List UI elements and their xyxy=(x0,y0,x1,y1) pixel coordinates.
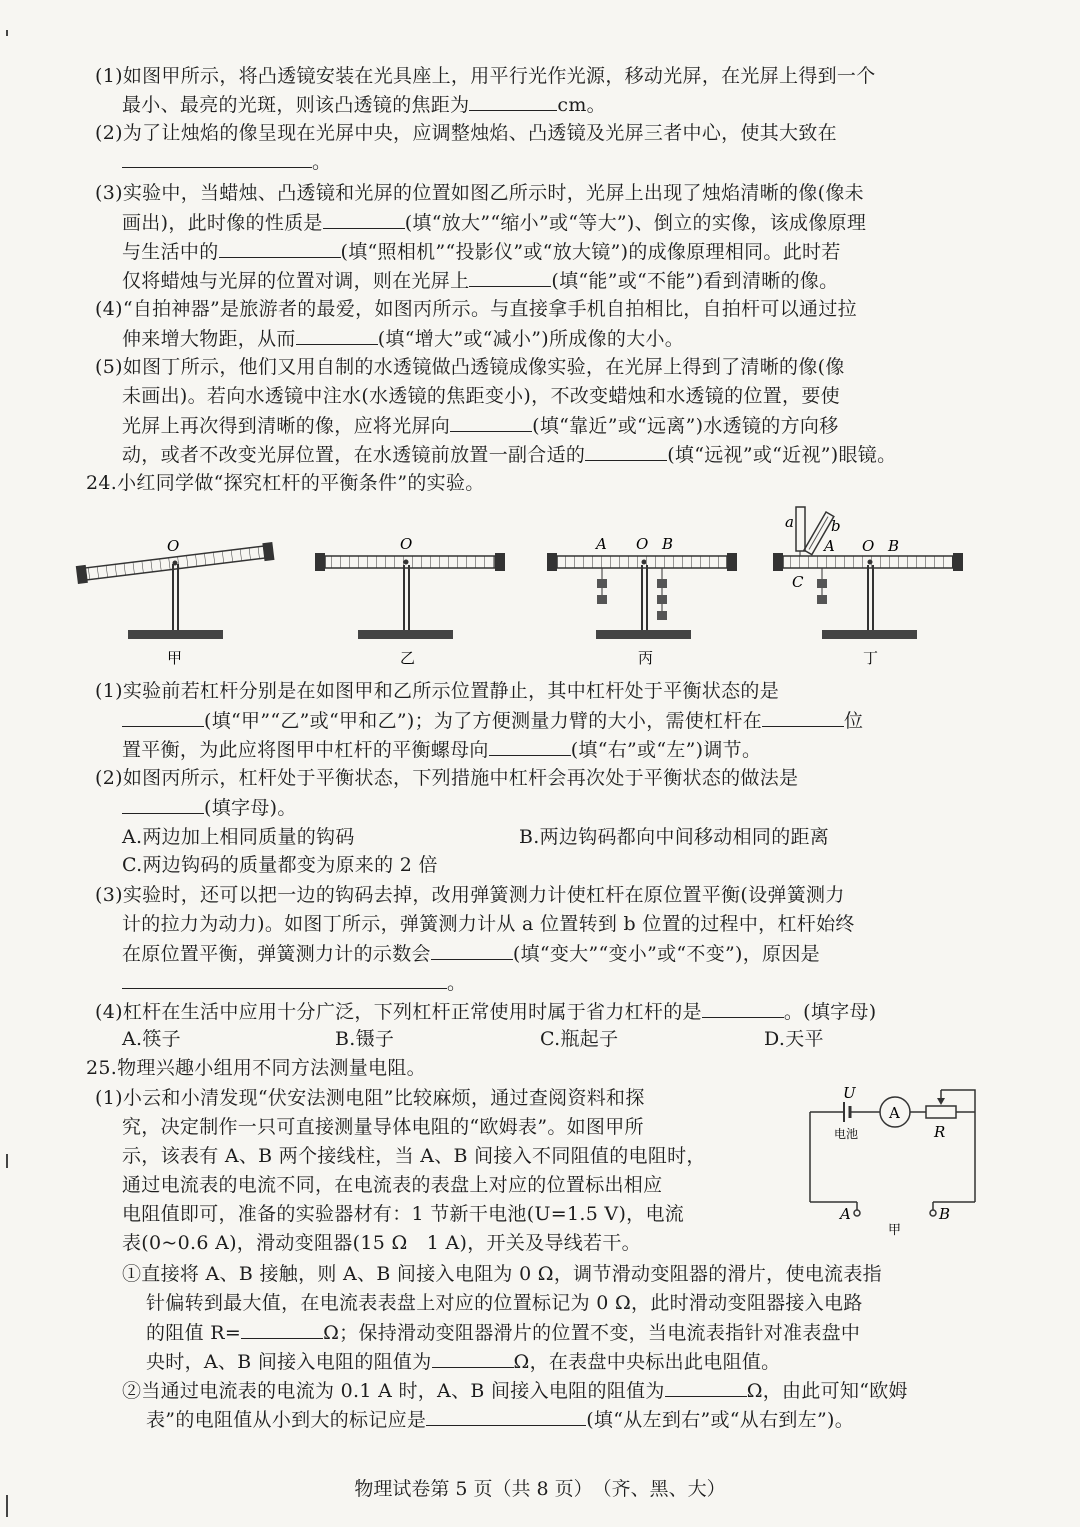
q24-p3-line1: (3)实验时，还可以把一边的钩码去掉，改用弹簧测力计使杠杆在原位置平衡(设弹簧测力 xyxy=(95,884,845,906)
text: 动，或者不改变光屏位置，在水透镜前放置一副合适的 xyxy=(122,444,586,466)
text: 画出)，此时像的性质是 xyxy=(122,212,323,234)
q23-p5-line1: (5)如图丁所示，他们又用自制的水透镜做凸透镜成像实验，在光屏上得到了清晰的像(像 xyxy=(95,356,845,378)
q24-p1-line1: (1)实验前若杠杆分别是在如图甲和乙所示位置静止，其中杠杆处于平衡状态的是 xyxy=(95,680,780,702)
q24-p4-option-b: B.镊子 xyxy=(335,1028,395,1050)
q23-p3-line3 xyxy=(122,239,841,264)
caption-jia: 甲 xyxy=(888,1223,902,1238)
text: (填“右”或“左”)调节。 xyxy=(570,739,762,761)
caption-ding: 丁 xyxy=(863,649,879,667)
label-U: U xyxy=(843,1084,856,1102)
text: Ω，在表盘中央标出此电阻值。 xyxy=(513,1351,781,1373)
answer-blank[interactable] xyxy=(122,970,447,989)
q23-p5-line4 xyxy=(122,442,896,467)
label-O: O xyxy=(862,537,875,555)
caption-yi: 乙 xyxy=(400,649,416,667)
q24-p1-line2 xyxy=(122,708,863,733)
answer-blank[interactable] xyxy=(665,1378,747,1397)
label-O: O xyxy=(167,537,180,555)
terminal-B-label: B xyxy=(939,1205,951,1223)
text: (填“变大”“变小”或“不变”)，原因是 xyxy=(512,943,820,965)
text: (填“放大”“缩小”或“等大”)、倒立的实像，该成像原理 xyxy=(404,212,867,234)
q23-p3-line2 xyxy=(122,210,866,235)
answer-blank[interactable] xyxy=(432,1349,514,1368)
text: 。 xyxy=(447,972,467,994)
lever-figures xyxy=(70,505,990,670)
answer-blank[interactable] xyxy=(426,1407,586,1426)
label-B: B xyxy=(662,535,674,553)
q25-s2-line1 xyxy=(122,1378,908,1403)
ammeter-label: A xyxy=(889,1104,900,1122)
q24-p4-line1 xyxy=(95,999,876,1024)
q24-p2-option-c: C.两边钩码的质量都变为原来的 2 倍 xyxy=(122,854,438,876)
q24-p4-option-a: A.筷子 xyxy=(122,1028,181,1050)
text: 位 xyxy=(844,710,864,732)
q23-p4-line2 xyxy=(122,326,684,351)
text: 与生活中的 xyxy=(122,241,219,263)
scan-edge-mark xyxy=(6,1154,8,1168)
answer-blank[interactable] xyxy=(323,210,405,229)
q24-p2-line2 xyxy=(122,795,297,820)
scan-edge-mark xyxy=(6,30,8,36)
q25-p1-line1: (1)小云和小清发现“伏安法测电阻”比较麻烦，通过查阅资料和探 xyxy=(95,1087,645,1109)
q24-p4-option-c: C.瓶起子 xyxy=(540,1028,619,1050)
answer-blank[interactable] xyxy=(241,1320,323,1339)
q24-title: 24.小红同学做“探究杠杆的平衡条件”的实验。 xyxy=(86,472,485,494)
q24-p2-option-a: A.两边加上相同质量的钩码 xyxy=(122,826,355,848)
text: 光屏上再次得到清晰的像，应将光屏向 xyxy=(122,415,451,437)
q23-p1-line2 xyxy=(122,92,606,117)
text: Ω，由此可知“欧姆 xyxy=(746,1380,908,1402)
lever-fig-bing xyxy=(547,535,737,667)
text: (填“靠近”或“远离”)水透镜的方向移 xyxy=(532,415,839,437)
text: 央时，A、B 间接入电阻的阻值为 xyxy=(146,1351,432,1373)
label-a: a xyxy=(785,513,794,531)
q25-p1-line2: 究，决定制作一只可直接测量导体电阻的“欧姆表”。如图甲所 xyxy=(122,1116,644,1138)
answer-blank[interactable] xyxy=(702,999,784,1018)
q25-p1-line4: 通过电流表的电流不同，在电流表的表盘上对应的位置标出相应 xyxy=(122,1174,663,1196)
answer-blank[interactable] xyxy=(122,708,204,727)
q25-s1-line2: 针偏转到最大值，在电流表表盘上对应的位置标记为 0 Ω，此时滑动变阻器接入电路 xyxy=(146,1292,863,1314)
answer-blank[interactable] xyxy=(122,795,204,814)
answer-blank[interactable] xyxy=(585,442,667,461)
q25-s2-line2 xyxy=(146,1407,854,1432)
ohmmeter-circuit-diagram xyxy=(800,1080,990,1245)
text: (填“能”或“不能”)看到清晰的像。 xyxy=(551,270,839,292)
text: 在原位置平衡，弹簧测力计的示数会 xyxy=(122,943,431,965)
q24-p2-line1: (2)如图丙所示，杠杆处于平衡状态，下列措施中杠杆会再次处于平衡状态的做法是 xyxy=(95,767,799,789)
label-B: B xyxy=(888,537,900,555)
text: 。 xyxy=(312,151,332,173)
page-footer: 物理试卷第 5 页（共 8 页） （齐、黑、大） xyxy=(354,1478,726,1500)
text: 表”的电阻值从小到大的标记应是 xyxy=(146,1409,427,1431)
text: (填字母)。 xyxy=(204,797,297,819)
label-O: O xyxy=(400,535,413,553)
q25-p1-line3: 示，该表有 A、B 两个接线柱，当 A、B 间接入不同阻值的电阻时， xyxy=(122,1145,706,1167)
text: (填“从左到右”或“从右到左”)。 xyxy=(586,1409,854,1431)
label-b: b xyxy=(831,517,841,535)
answer-blank[interactable] xyxy=(296,326,378,345)
q25-s1-line4 xyxy=(146,1349,781,1374)
terminal-A-label: A xyxy=(840,1205,851,1223)
text: (填“远视”或“近视”)眼镜。 xyxy=(667,444,897,466)
text: ②当通过电流表的电流为 0.1 A 时，A、B 间接入电阻的阻值为 xyxy=(122,1380,665,1402)
text: 置平衡，为此应将图甲中杠杆的平衡螺母向 xyxy=(122,739,489,761)
q23-p1-line1: (1)如图甲所示，将凸透镜安装在光具座上，用平行光作光源，移动光屏，在光屏上得到一个 xyxy=(95,65,876,87)
q24-p3-line3 xyxy=(122,941,820,966)
answer-blank[interactable] xyxy=(450,413,532,432)
answer-blank[interactable] xyxy=(469,268,551,287)
text: (填“照相机”“投影仪”或“放大镜”)的成像原理相同。此时若 xyxy=(340,241,841,263)
q23-p2-line1: (2)为了让烛焰的像呈现在光屏中央，应调整烛焰、凸透镜及光屏三者中心，使其大致在 xyxy=(95,122,837,144)
lever-fig-ding xyxy=(773,507,963,667)
caption-jia: 甲 xyxy=(167,649,183,667)
q25-p1-line6: 表(0~0.6 A)，滑动变阻器(15 Ω 1 A)，开关及导线若干。 xyxy=(122,1232,641,1254)
scan-edge-mark xyxy=(6,1495,8,1517)
text: 仅将蜡烛与光屏的位置对调，则在光屏上 xyxy=(122,270,470,292)
text: (4)杠杆在生活中应用十分广泛，下列杠杆正常使用时属于省力杠杆的是 xyxy=(95,1001,702,1023)
q23-p2-line2 xyxy=(122,149,331,174)
answer-blank[interactable] xyxy=(122,149,312,168)
q23-p5-line2: 未画出)。若向水透镜中注水(水透镜的焦距变小)，不改变蜡烛和水透镜的位置，要使 xyxy=(122,385,840,407)
text: 伸来增大物距，从而 xyxy=(122,328,296,350)
label-R: R xyxy=(934,1123,946,1141)
answer-blank[interactable] xyxy=(219,239,341,258)
q25-s1-line3 xyxy=(146,1320,860,1345)
q24-p1-line3 xyxy=(122,737,761,762)
q23-p4-line1: (4)“自拍神器”是旅游者的最爱，如图丙所示。与直接拿手机自拍相比，自拍杆可以通过拉 xyxy=(95,298,857,320)
text: 的阻值 R= xyxy=(146,1322,242,1344)
q23-p3-line4 xyxy=(122,268,839,293)
q23-p3-line1: (3)实验中，当蜡烛、凸透镜和光屏的位置如图乙所示时，光屏上出现了烛焰清晰的像(像未 xyxy=(95,182,864,204)
answer-blank[interactable] xyxy=(489,737,571,756)
answer-blank[interactable] xyxy=(469,92,557,111)
q24-p4-option-d: D.天平 xyxy=(764,1028,824,1050)
lever-fig-yi xyxy=(315,535,505,667)
q24-p3-line4 xyxy=(122,970,466,995)
label-A: A xyxy=(824,537,835,555)
q25-s1-line1: ①直接将 A、B 接触，则 A、B 间接入电阻为 0 Ω，调节滑动变阻器的滑片，使电流表指 xyxy=(122,1263,882,1285)
label-A: A xyxy=(596,535,607,553)
caption-bing: 丙 xyxy=(638,649,654,667)
text: Ω；保持滑动变阻器滑片的位置不变，当电流表指针对准表盘中 xyxy=(323,1322,861,1344)
text: (填“增大”或“减小”)所成像的大小。 xyxy=(377,328,685,350)
text: cm。 xyxy=(557,94,606,116)
q25-p1-line5: 电阻值即可，准备的实验器材有：1 节新干电池(U=1.5 V)，电流 xyxy=(122,1203,685,1225)
q24-p2-option-b: B.两边钩码都向中间移动相同的距离 xyxy=(519,826,830,848)
q23-p5-line3 xyxy=(122,413,839,438)
text: 。(填字母) xyxy=(783,1001,877,1023)
q24-p3-line2: 计的拉力为动力)。如图丁所示，弹簧测力计从 a 位置转到 b 位置的过程中，杠杆始终 xyxy=(122,913,855,935)
text: (填“甲”“乙”或“甲和乙”)；为了方便测量力臂的大小，需使杠杆在 xyxy=(204,710,763,732)
text: 最小、最亮的光斑，则该凸透镜的焦距为 xyxy=(122,94,470,116)
lever-fig-jia xyxy=(76,537,275,667)
label-O: O xyxy=(636,535,649,553)
answer-blank[interactable] xyxy=(762,708,844,727)
battery-label: 电池 xyxy=(834,1127,859,1141)
label-C: C xyxy=(792,573,804,591)
answer-blank[interactable] xyxy=(431,941,513,960)
q25-title: 25.物理兴趣小组用不同方法测量电阻。 xyxy=(86,1057,426,1079)
